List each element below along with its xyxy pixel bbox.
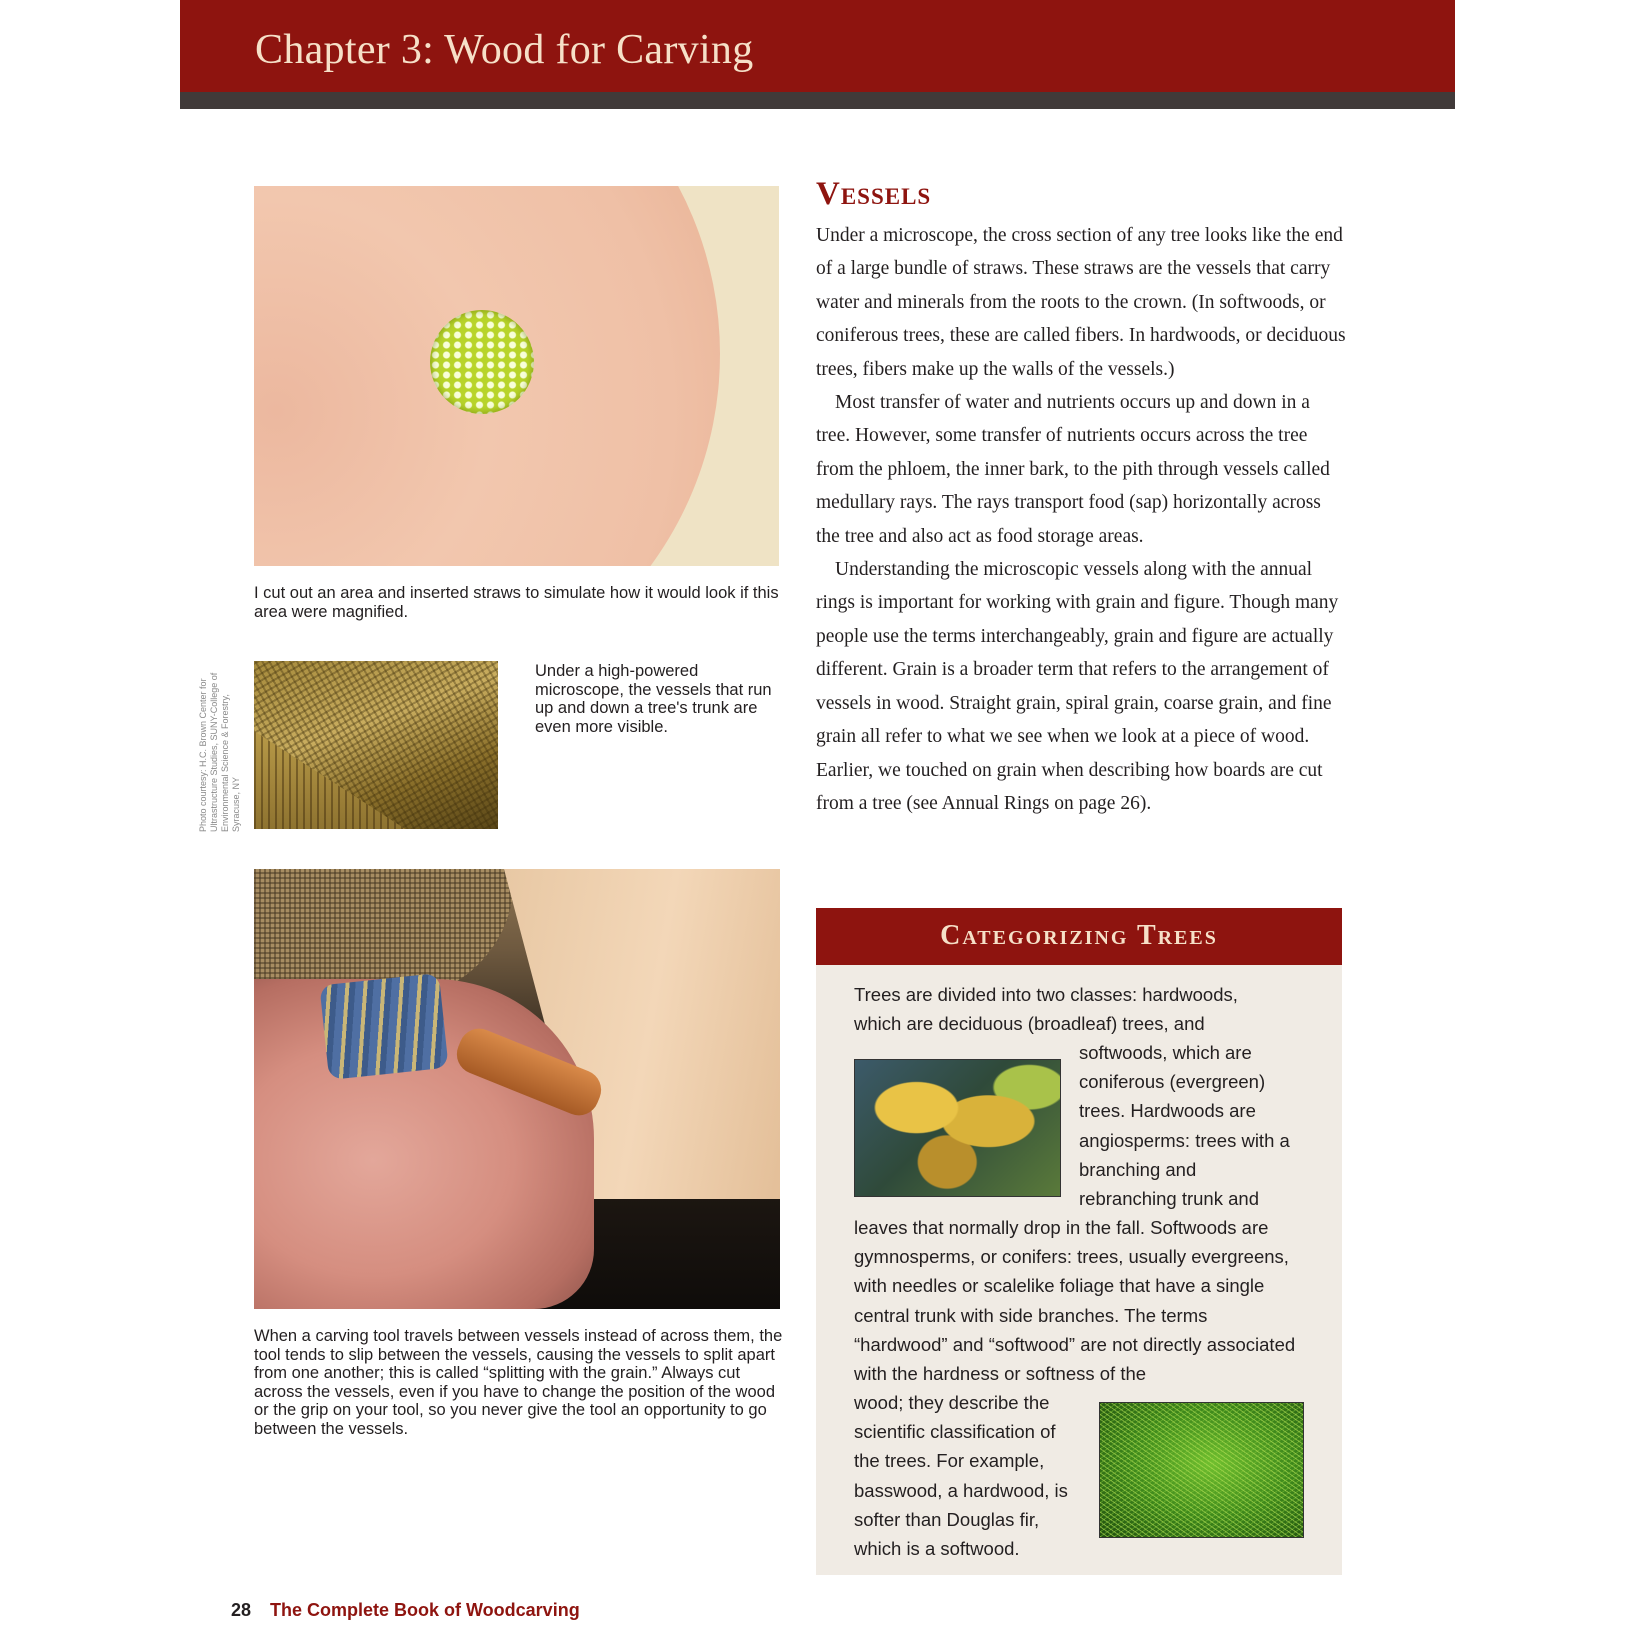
caption-microscope: Under a high-powered microscope, the vessels that run up and down a tree's trunk are even more visible. [535, 662, 772, 736]
autumn-leaves-photo [854, 1059, 1061, 1197]
caption-wood-slice: I cut out an area and inserted straws to simulate how it would look if this area were magnified. [254, 584, 779, 621]
wood-slice-photo [254, 186, 779, 566]
carving-photo [254, 869, 780, 1309]
vessels-body [816, 219, 1346, 820]
conifer-needles-photo [1099, 1402, 1304, 1538]
page-number: 28 [231, 1600, 252, 1620]
photo-credit: Photo courtesy: H.C. Brown Center for Ultrastructure Studies, SUNY-College of Environmental Science & Forestry, Syracuse, NY [198, 672, 241, 832]
vessels-paragraph: Most transfer of water and nutrients occurs up and down in a tree. However, some transfer of nutrients occurs across the tree from the phloem, the inner bark, to the pith through vessels called medullary rays. The rays transport food (sap) horizontally across the tree and also act as food storage areas. [816, 392, 1330, 547]
sidebar-text-bottom: wood; they describe the scientific classification of the trees. For example, basswood, a hardwood, is softer than Douglas fir, which is a softwood. [854, 1392, 1068, 1560]
book-title: The Complete Book of Woodcarving [270, 1600, 580, 1620]
sidebar-text-top: Trees are divided into two classes: hardwoods, which are deciduous (broadleaf) trees, and [854, 984, 1238, 1035]
vessels-paragraph: Understanding the microscopic vessels along with the annual rings is important for working with grain and figure. Though many people use the terms interchangeably, grain and figure are actually different. Grain is a broader term that refers to the arrangement of vessels in wood. Straight grain, spiral grain, coarse grain, and fine grain all refer to what we see when we look at a piece of wood. Earlier, we touched on grain when describing how boards are cut from a tree (see Annual Rings on page 26). [816, 559, 1339, 814]
straw-insert [430, 310, 534, 414]
sidebar-text-right: softwoods, which are coniferous (evergreen) trees. Hardwoods are angiosperms: trees with a branching and rebranching trunk and [1079, 1042, 1290, 1210]
sidebar-title: Categorizing Trees [940, 920, 1218, 951]
header-rule [180, 92, 1455, 109]
vessels-heading: Vessels [816, 176, 932, 212]
vessels-paragraph: Under a microscope, the cross section of any tree looks like the end of a large bundle of straws. These straws are the vessels that carry water and minerals from the roots to the crown. (In softwoods, or coniferous trees, these are called fibers. In hardwoods, or deciduous trees, fibers make up the walls of the vessels.) [816, 225, 1346, 380]
chapter-title: Chapter 3: Wood for Carving [255, 27, 754, 73]
sidebar-header [816, 908, 1342, 965]
caption-carving: When a carving tool travels between vessels instead of across them, the tool tends to slip between the vessels, causing the vessels to split apart from one another; this is called “splitting with the grain.” Always cut across the vessels, even if you have to change the position of the wood or the grip on your tool, so you never give the tool an opportunity to go between the vessels. [254, 1327, 783, 1438]
chapter-header-band [180, 0, 1455, 92]
microscope-vessel-photo [254, 661, 498, 829]
thumb-guard [319, 973, 448, 1080]
sidebar-text-middle: leaves that normally drop in the fall. Softwoods are gymnosperms, or conifers: trees, usually evergreens, with needles or scalelike foliage that have a single central trunk with side branches. The terms “hardwood” and “softwood” are not directly associated with the hardness or softness of the [854, 1217, 1296, 1385]
vessel-side-face [254, 731, 498, 829]
